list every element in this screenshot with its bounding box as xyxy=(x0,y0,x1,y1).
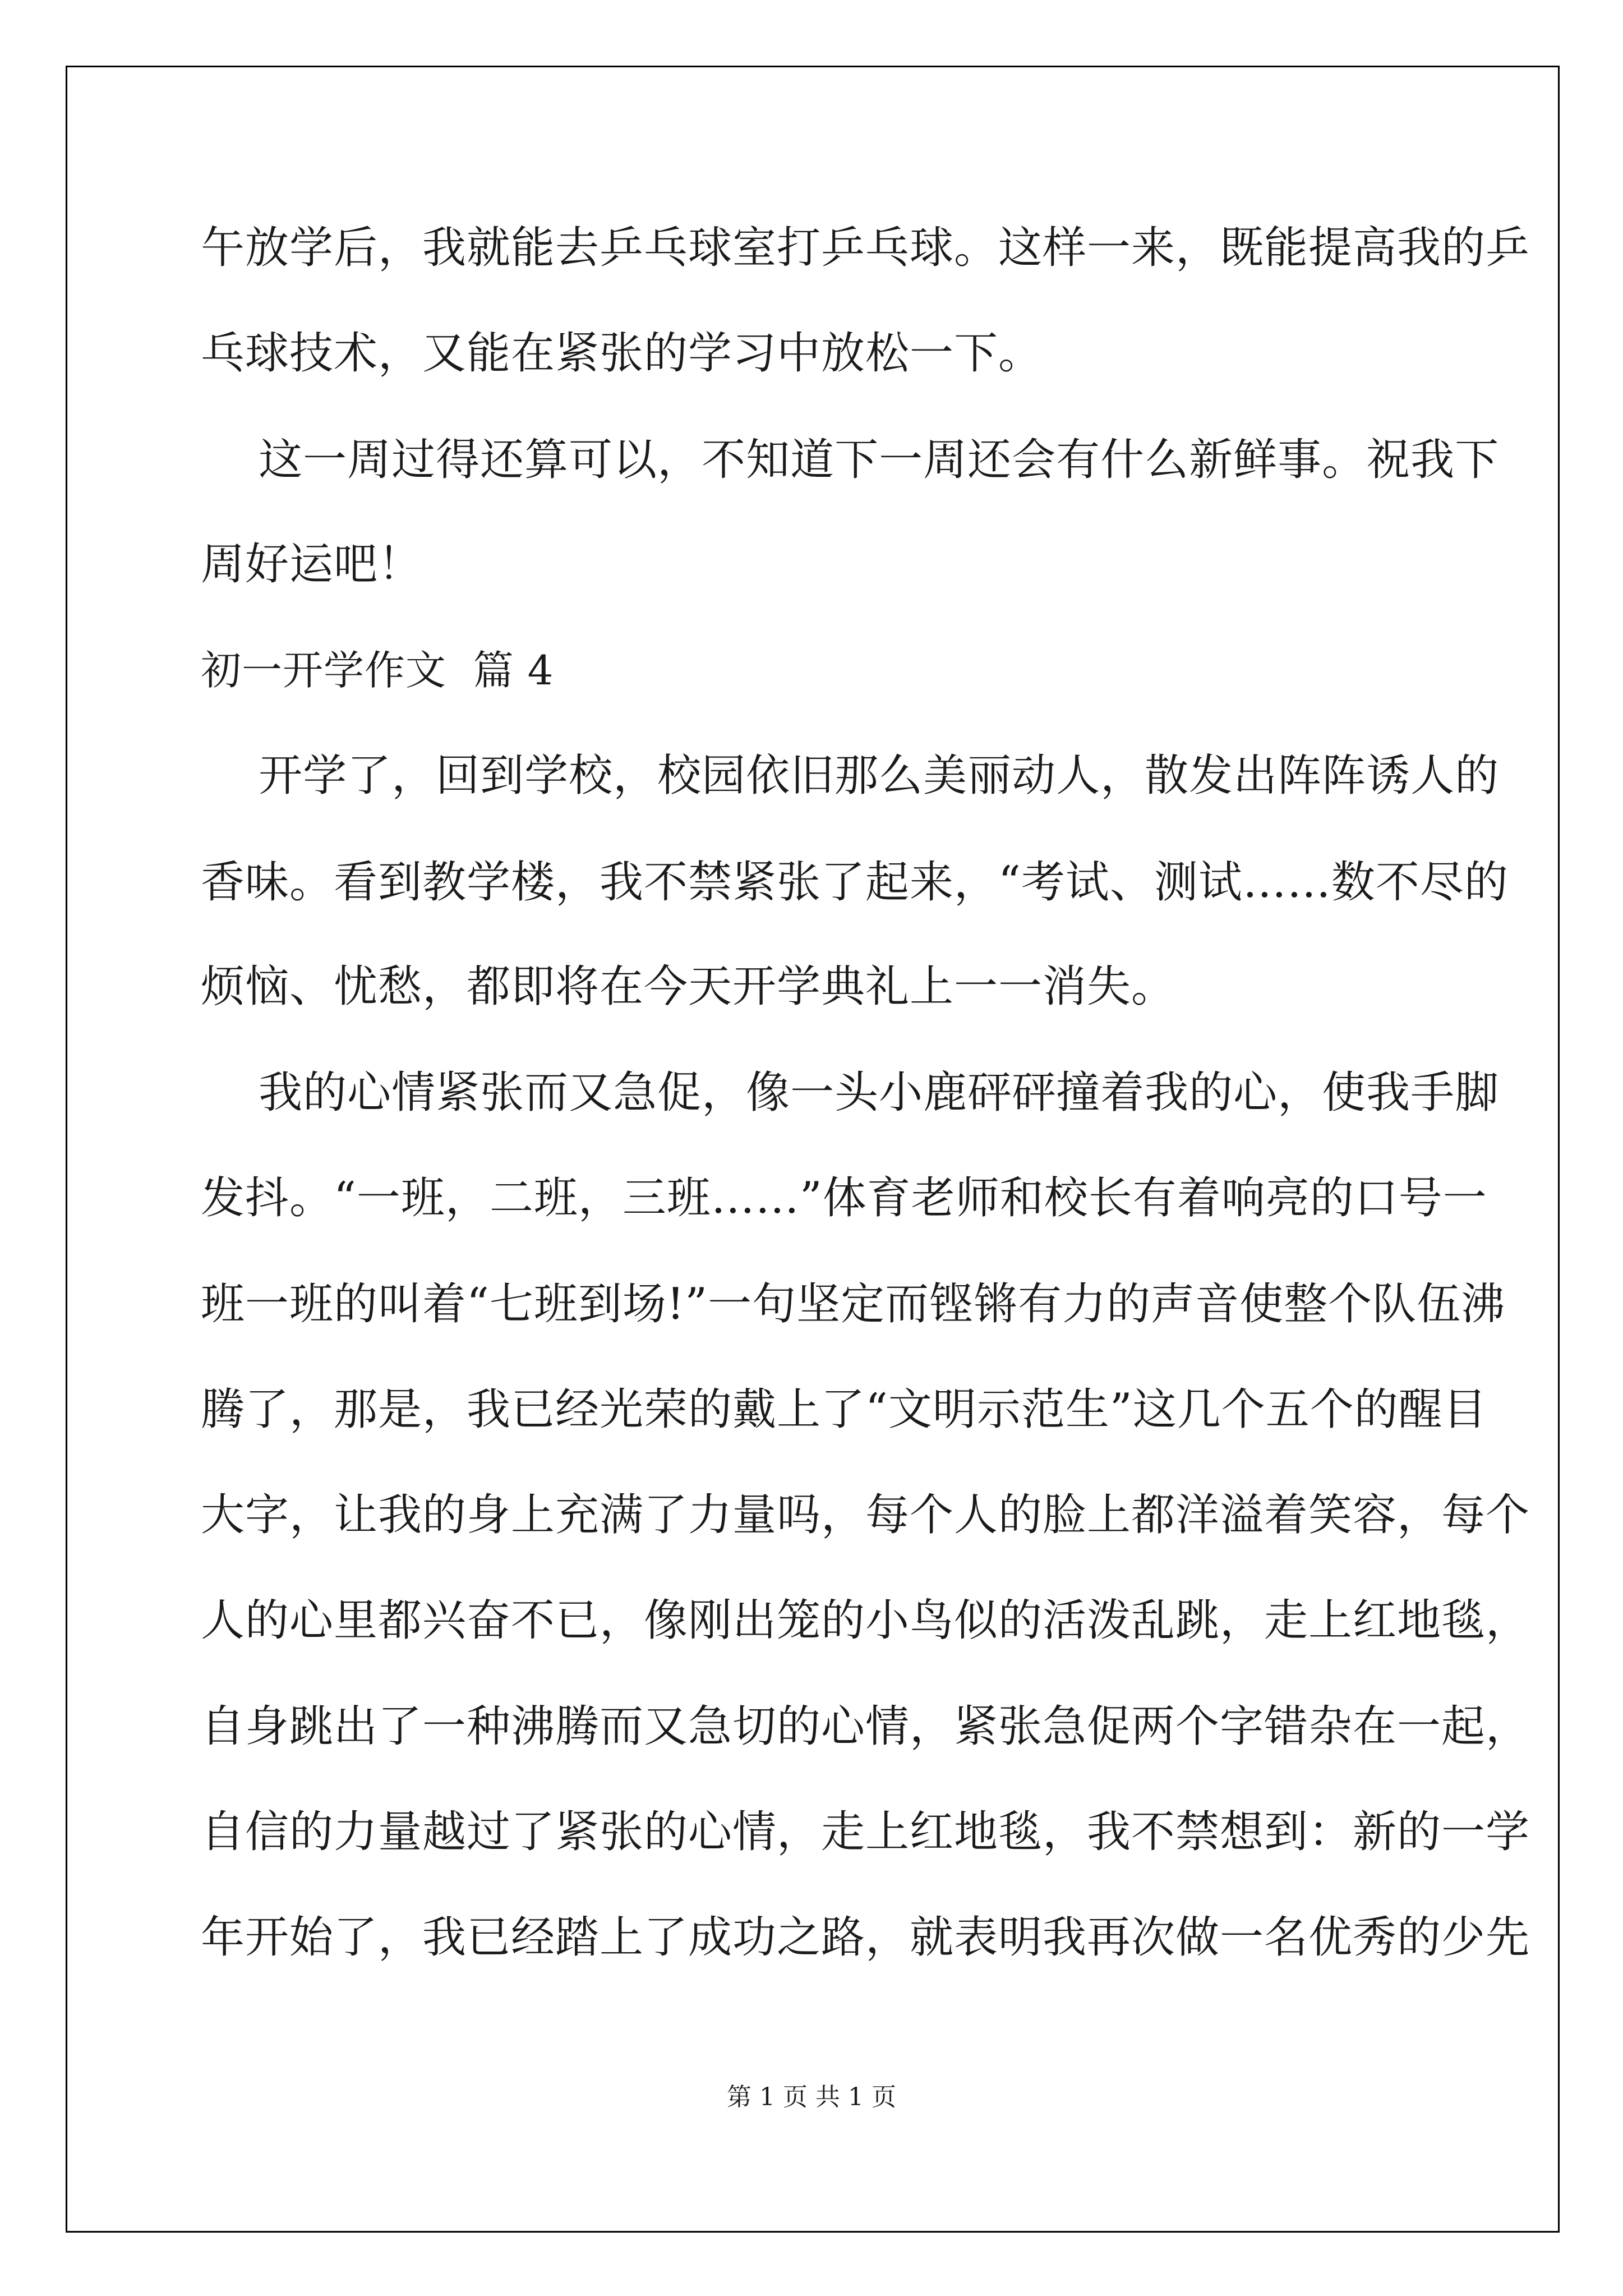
text-line: 大字，让我的身上充满了力量吗，每个人的脸上都洋溢着笑容，每个 xyxy=(201,1490,1530,1540)
text-line: 发抖。“一班，二班，三班……”体育老师和校长有着响亮的口号一 xyxy=(201,1173,1487,1223)
text-line: 开学了，回到学校，校园依旧那么美丽动人，散发出阵阵诱人的 xyxy=(201,751,1500,801)
text-line: 年开始了，我已经踏上了成功之路，就表明我再次做一名优秀的少先 xyxy=(201,1912,1530,1963)
text-line: 午放学后，我就能去乒乓球室打乒乓球。这样一来，既能提高我的乒 xyxy=(201,223,1530,273)
text-line: 我的心情紧张而又急促，像一头小鹿砰砰撞着我的心，使我手脚 xyxy=(201,1068,1500,1118)
page-footer: 第 1 页 共 1 页 xyxy=(727,2083,896,2111)
page-border xyxy=(66,66,1560,2233)
section-heading: 初一开学作文 篇 4 xyxy=(201,647,554,694)
text-line: 腾了，那是，我已经光荣的戴上了“文明示范生”这几个五个的醒目 xyxy=(201,1384,1487,1435)
text-line: 班一班的叫着“七班到场!”一句坚定而铿锵有力的声音使整个队伍沸 xyxy=(201,1279,1506,1329)
text-line: 自身跳出了一种沸腾而又急切的心情，紧张急促两个字错杂在一起， xyxy=(201,1701,1530,1752)
text-line: 周好运吧！ xyxy=(201,539,423,590)
text-line: 烦恼、忧愁，都即将在今天开学典礼上一一消失。 xyxy=(201,961,1176,1012)
text-line: 这一周过得还算可以，不知道下一周还会有什么新鲜事。祝我下 xyxy=(201,435,1500,485)
text-line: 香味。看到教学楼，我不禁紧张了起来，“考试、测试……数不尽的 xyxy=(201,857,1509,908)
text-line: 人的心里都兴奋不已，像刚出笼的小鸟似的活泼乱跳，走上红地毯， xyxy=(201,1595,1530,1646)
text-line: 自信的力量越过了紧张的心情，走上红地毯，我不禁想到：新的一学 xyxy=(201,1807,1530,1857)
text-line: 乓球技术，又能在紧张的学习中放松一下。 xyxy=(201,328,1043,379)
